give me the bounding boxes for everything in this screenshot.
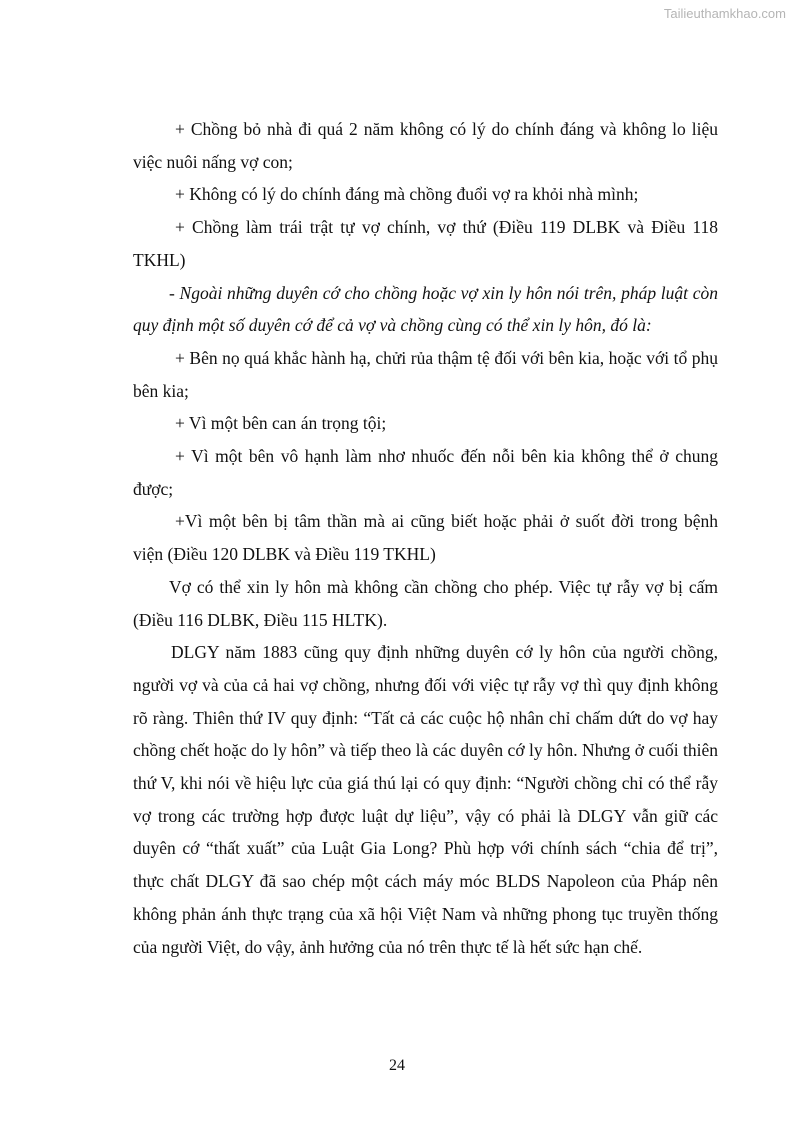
paragraph-8: +Vì một bên bị tâm thần mà ai cũng biết hoặc phải ở suốt đời trong bệnh viện (Điều 120 DLBK và Điều 119 TKHL) [133,511,718,565]
paragraph-4: - Ngoài những duyên cớ cho chồng hoặc vợ xin ly hôn nói trên, pháp luật còn quy định một số duyên cớ để cả vợ và chồng cùng có thể xin ly hôn, đó là: [133,282,718,336]
paragraph-6: + Vì một bên can án trọng tội; [175,413,387,434]
paragraph-5: + Bên nọ quá khắc hành hạ, chửi rủa thậm tệ đối với bên kia, hoặc với tổ phụ bên kia; [133,347,718,401]
paragraph-1: + Chồng bỏ nhà đi quá 2 năm không có lý do chính đáng và không lo liệu việc nuôi nấng vợ con; [133,119,718,172]
page-number: 24 [389,1057,405,1074]
watermark-text: Tailieuthamkhao.com [663,6,786,21]
paragraph-3: + Chồng làm trái trật tự vợ chính, vợ thứ (Điều 119 DLBK và Điều 118 TKHL) [133,217,718,270]
paragraph-10: DLGY năm 1883 cũng quy định những duyên cớ ly hôn của người chồng, người vợ và của cả hai vợ chồng, nhưng đối với việc tự rẫy vợ thì quy định không rõ ràng. Thiên thứ IV quy định: “Tất cả các cuộc hộ nhân chỉ chấm dứt do vợ hay chồng chết hoặc do ly hôn” và tiếp theo là các duyên cớ ly hôn. Nhưng ở cuối thiên thứ V, khi nói về hiệu lực của giá thú lại có quy định: “Người chồng chỉ có thể rẫy vợ trong các trường hợp được luật dự liệu”, vậy có phải là DLGY vẫn giữ các duyên cớ “thất xuất” của Luật Gia Long? Phù hợp với chính sách “chia để trị”, thực chất DLGY đã sao chép một cách máy móc BLDS Napoleon của Pháp nên không phản ánh thực trạng của xã hội Việt Nam và những phong tục truyền thống của người Việt, do vậy, ảnh hưởng của nó trên thực tế là hết sức hạn chế. [133,642,718,957]
paragraph-7: + Vì một bên vô hạnh làm nhơ nhuốc đến nỗi bên kia không thể ở chung được; [133,446,718,499]
paragraph-2: + Không có lý do chính đáng mà chồng đuổi vợ ra khỏi nhà mình; [175,184,639,205]
paragraph-9: Vợ có thể xin ly hôn mà không cần chồng cho phép. Việc tự rẫy vợ bị cấm (Điều 116 DLBK, Điều 115 HLTK). [133,576,718,630]
document-body [133,113,718,963]
